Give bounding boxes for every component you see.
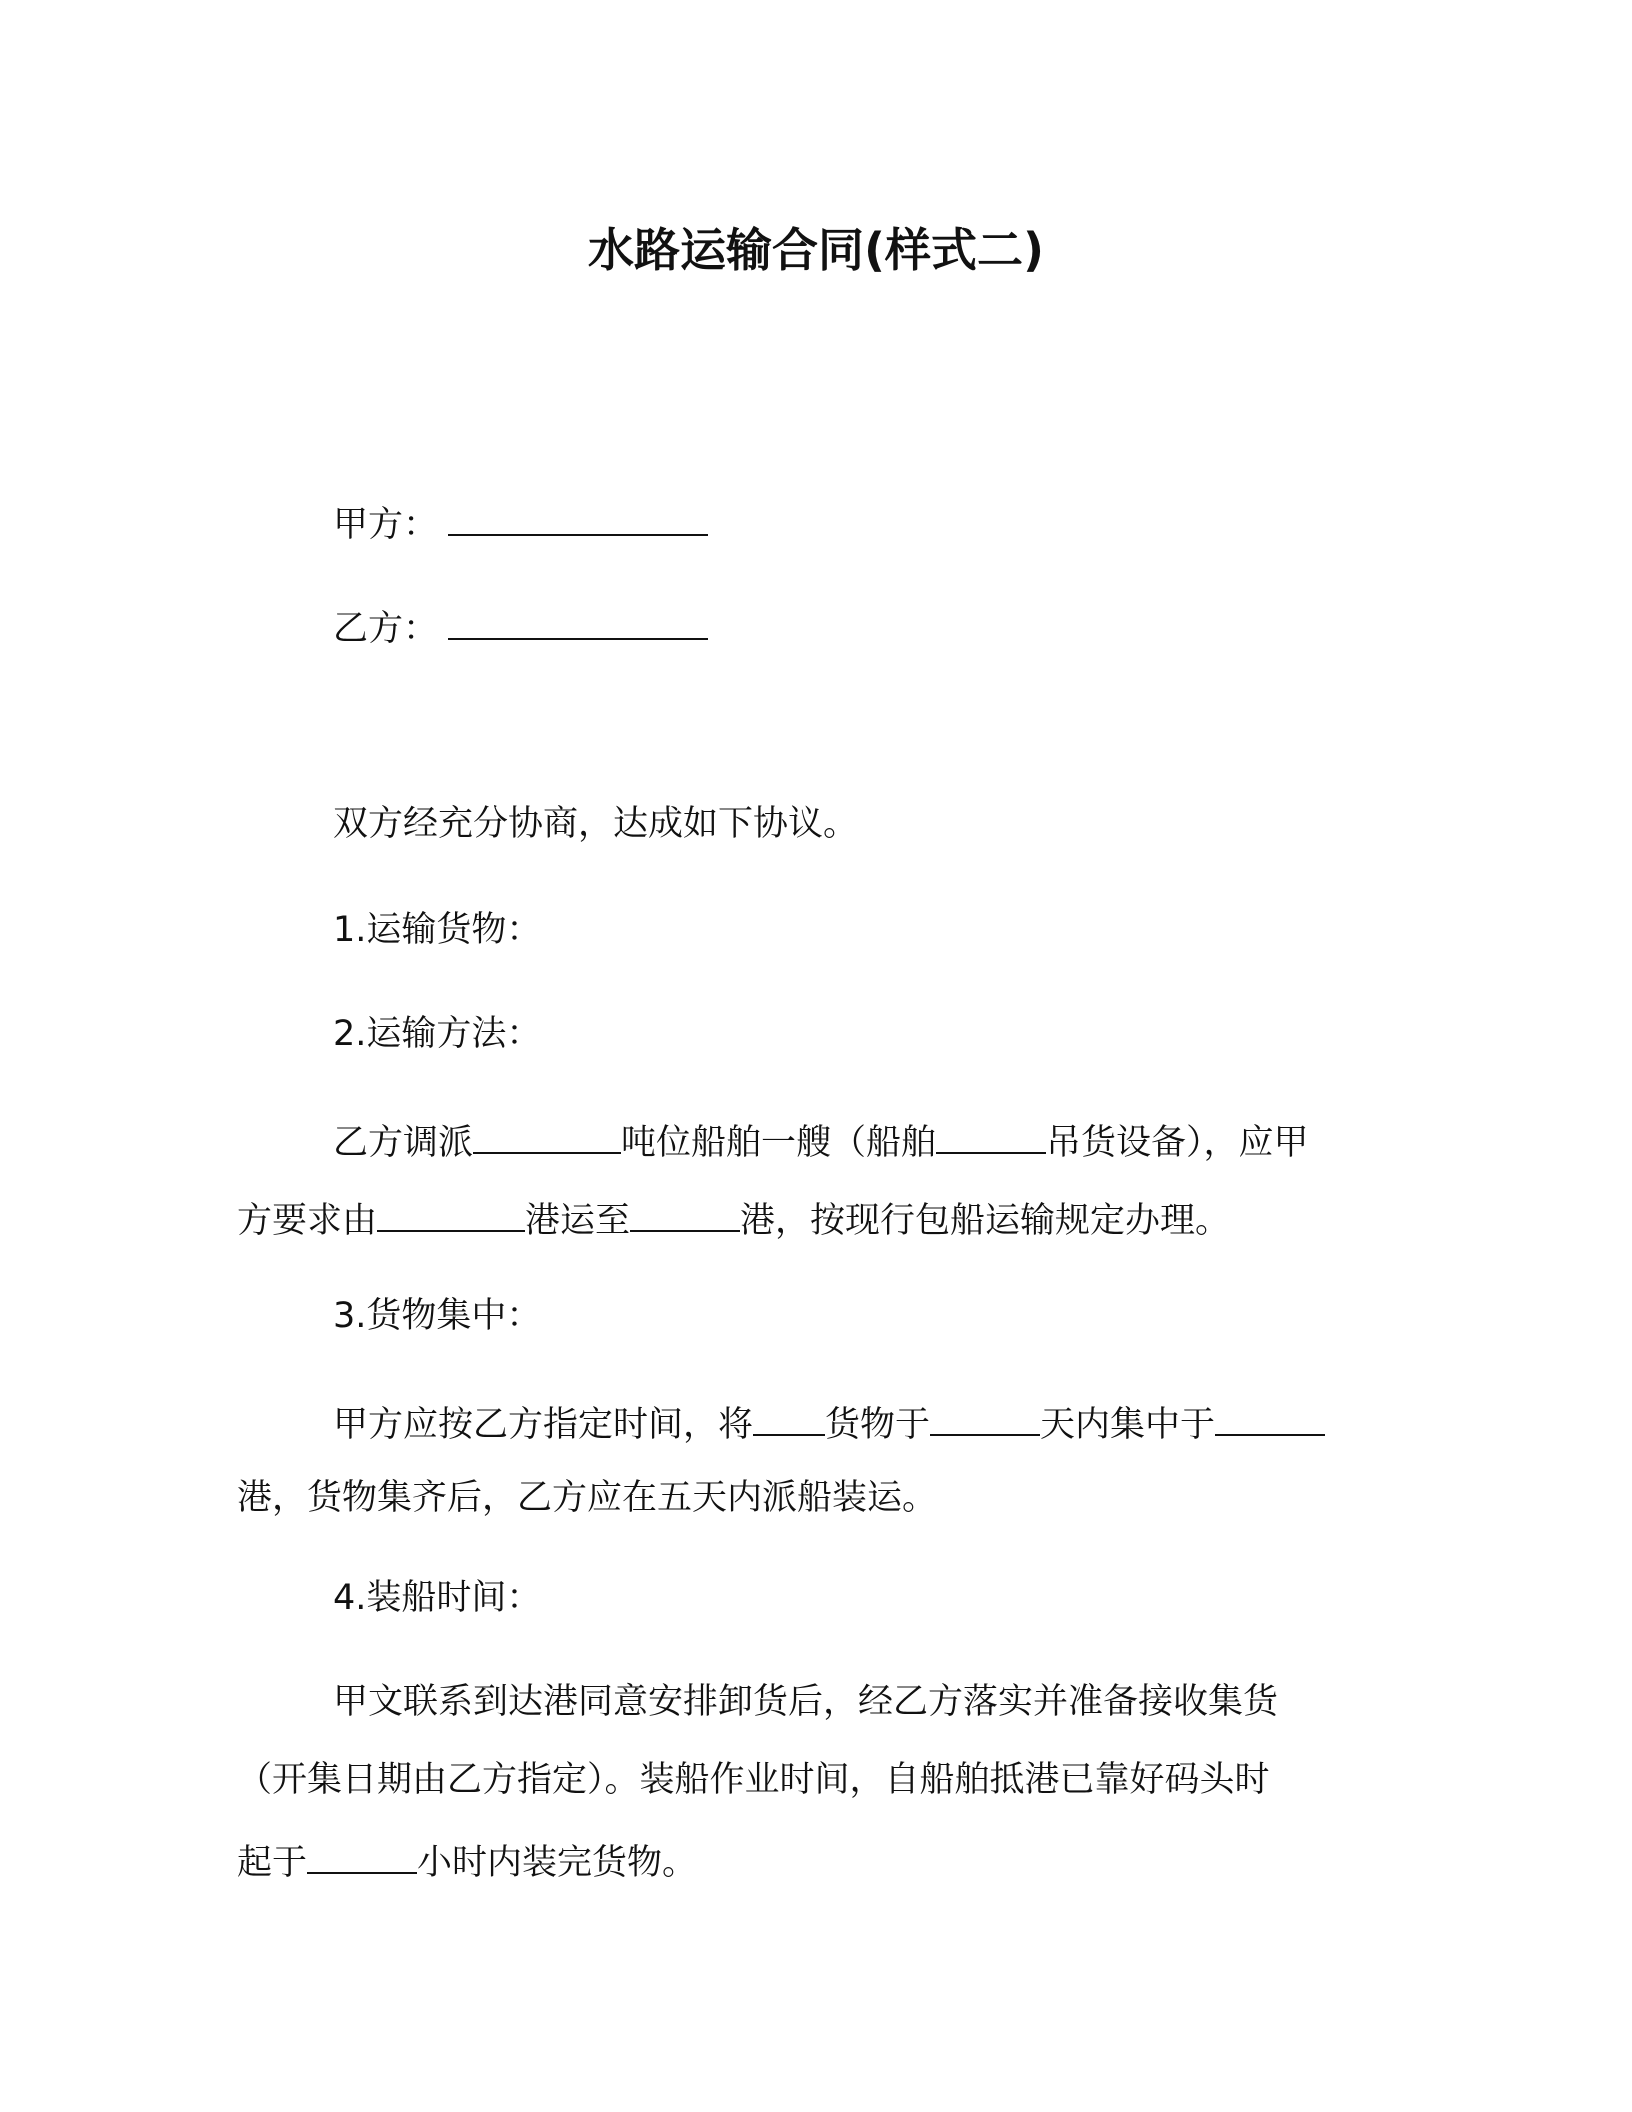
text-span: 天内集中于 (1040, 1405, 1216, 1445)
port-blank (1215, 1396, 1325, 1436)
section4-heading: 4.装船时间： (333, 1578, 542, 1618)
section1-heading: 1.运输货物： (333, 910, 542, 950)
party-b-blank (448, 600, 708, 640)
document-title: 水路运输合同(样式二) (587, 223, 1045, 277)
text-span: 起于 (237, 1843, 308, 1883)
tonnage-blank (473, 1114, 621, 1154)
section2-heading: 2.运输方法： (333, 1014, 542, 1054)
party-b-line (333, 600, 708, 653)
text-span: 货物于 (825, 1405, 931, 1445)
party-b-label: 乙方： (333, 609, 439, 649)
text-span: 乙方调派 (333, 1123, 474, 1163)
section3-heading: 3.货物集中： (333, 1296, 542, 1336)
section3-paragraph-line1 (333, 1396, 1325, 1449)
cargo-blank (753, 1396, 825, 1436)
section4-paragraph-line3 (237, 1834, 697, 1887)
party-a-label: 甲方： (333, 505, 439, 545)
section3-paragraph-line2: 港，货物集齐后，乙方应在五天内派船装运。 (237, 1478, 938, 1518)
origin-port-blank (377, 1192, 525, 1232)
destination-port-blank (630, 1192, 740, 1232)
equipment-blank (936, 1114, 1046, 1154)
text-span: 小时内装完货物。 (417, 1843, 698, 1883)
hours-blank (307, 1834, 417, 1874)
text-span: 港运至 (525, 1201, 631, 1241)
party-a-blank (448, 496, 708, 536)
text-span: 方要求由 (237, 1201, 378, 1241)
text-span: 吊货设备），应甲 (1046, 1123, 1309, 1163)
section2-paragraph-line1 (333, 1114, 1309, 1167)
intro-paragraph: 双方经充分协商，达成如下协议。 (333, 804, 859, 844)
text-span: 港，按现行包船运输规定办理。 (740, 1201, 1231, 1241)
section2-paragraph-line2 (237, 1192, 1230, 1245)
text-span: 吨位船舶一艘（船舶 (621, 1123, 937, 1163)
section4-paragraph-line1: 甲文联系到达港同意安排卸货后，经乙方落实并准备接收集货 (333, 1682, 1279, 1722)
party-a-line (333, 496, 708, 549)
days-blank (930, 1396, 1040, 1436)
section4-paragraph-line2: （开集日期由乙方指定）。装船作业时间，自船舶抵港已靠好码头时 (237, 1760, 1270, 1800)
text-span: 甲方应按乙方指定时间，将 (333, 1405, 754, 1445)
